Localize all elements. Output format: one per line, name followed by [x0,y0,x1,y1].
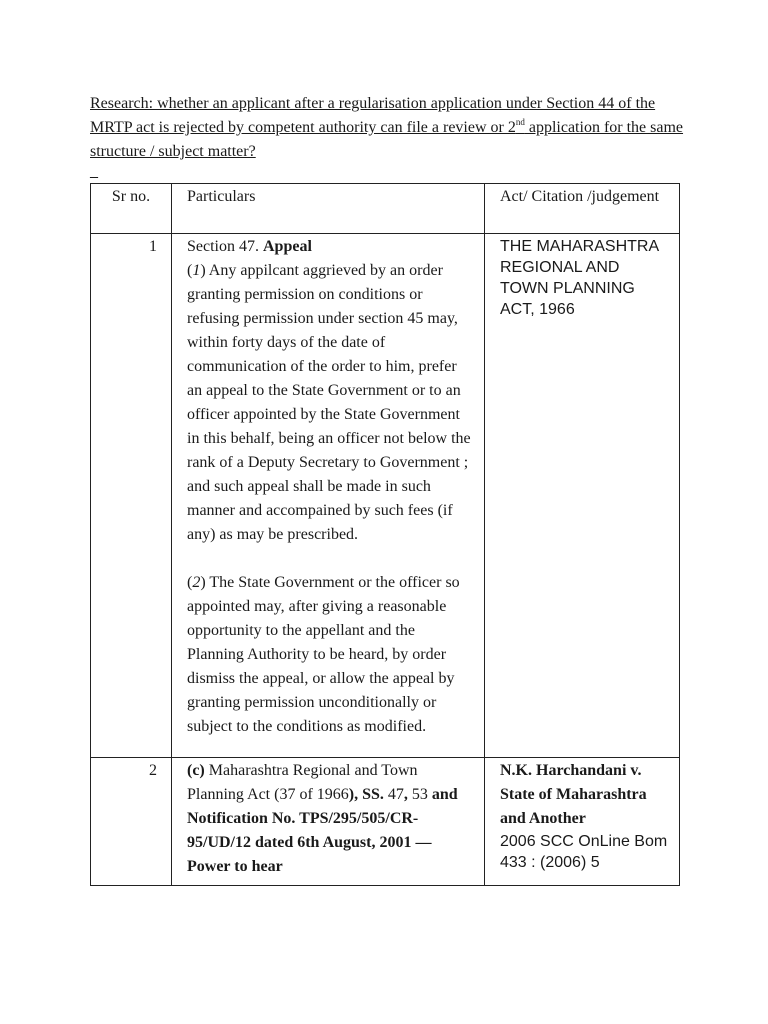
particulars-cell [172,758,485,886]
research-table [90,183,680,886]
clause-bold-ss: ), SS. [348,786,384,803]
title-text-part1: Research: whether an applicant after a regularisation application under Section 44 of the MRTP act is rejected by competent authority can file a review or 2 [90,95,656,136]
subsection-2: (2) The State Government or the officer so appointed may, after giving a reasonable opportunity to the appellant and the Planning Authority to be heard, by order dismiss the appeal, or allow the appeal by granting permission unconditionally or subject to the conditions as modified. [187,574,460,735]
case-name-text: N.K. Harchandani v. State of Maharashtra and Another [500,762,647,827]
clause-text-3: 53 [407,786,432,803]
stray-underscore: _ [90,163,98,180]
clause-text-1: Maharashtra Regional and Town Planning Act (37 of 1966 [187,762,418,803]
table-row [91,758,680,886]
act-citation-cell: THE MAHARASHTRA REGIONAL AND TOWN PLANNING ACT, 1966 [485,234,680,758]
case-name [500,759,671,831]
clause-bold-comma: , [403,786,408,803]
case-citation: 2006 SCC OnLine Bom 433 : (2006) 5 [500,833,668,871]
subsection-2-text: The State Government or the officer so appointed may, after giving a reasonable opportunity to the appellant and the Planning Authority to be heard, by order dismiss the appeal, or allow the appeal by granting permission unconditionally or subject to the conditions as modified. [187,574,460,735]
header-act-citation: Act/ Citation /judgement [485,184,680,234]
subsection-2-number: 2 [192,574,201,591]
title-superscript: nd [515,116,525,127]
row-number: 2 [91,758,172,886]
subsection-1: (1) Any appilcant aggrieved by an order granting permission on conditions or refusing permission under section 45 may, within forty days of the date of communication of the order to him, prefer an appeal to the State Government or to an officer appointed by the State Government in this behalf, being an officer not below the rank of a Deputy Secretary to Government ; and such appeal shall be made in such manner and accompained by such fees (if any) as may be prescribed. [187,262,471,543]
header-sr-no: Sr no. [91,184,172,234]
clause-label: (c) [187,762,205,779]
act-citation-cell [485,758,680,886]
table-header-row [91,184,680,234]
subsection-1-text: Any appilcant aggrieved by an order granting permission on conditions or refusing permission under section 45 may, within forty days of the date of communication of the order to him, prefer an appeal to the State Government or to an officer appointed by the State Government in this behalf, being an officer not below the rank of a Deputy Secretary to Government ; and such appeal shall be made in such manner and accompained by such fees (if any) as may be prescribed. [187,262,471,543]
section-heading-bold: Appeal [263,238,312,255]
subsection-1-number: 1 [192,262,201,279]
particulars-cell [172,234,485,758]
title-text-part2: application for the same structure / subject matter? [90,119,684,160]
clause-text-2: 47 [383,786,404,803]
section-heading [187,235,474,259]
clause-bold-rest: and Notification No. TPS/295/505/CR-95/UD/12 dated 6th August, 2001 — Power to hear [187,786,458,875]
research-question-title [90,92,690,164]
row-number: 1 [91,234,172,758]
table-row [91,234,680,758]
section-heading-text: Section 47. [187,238,263,255]
header-particulars: Particulars [172,184,485,234]
